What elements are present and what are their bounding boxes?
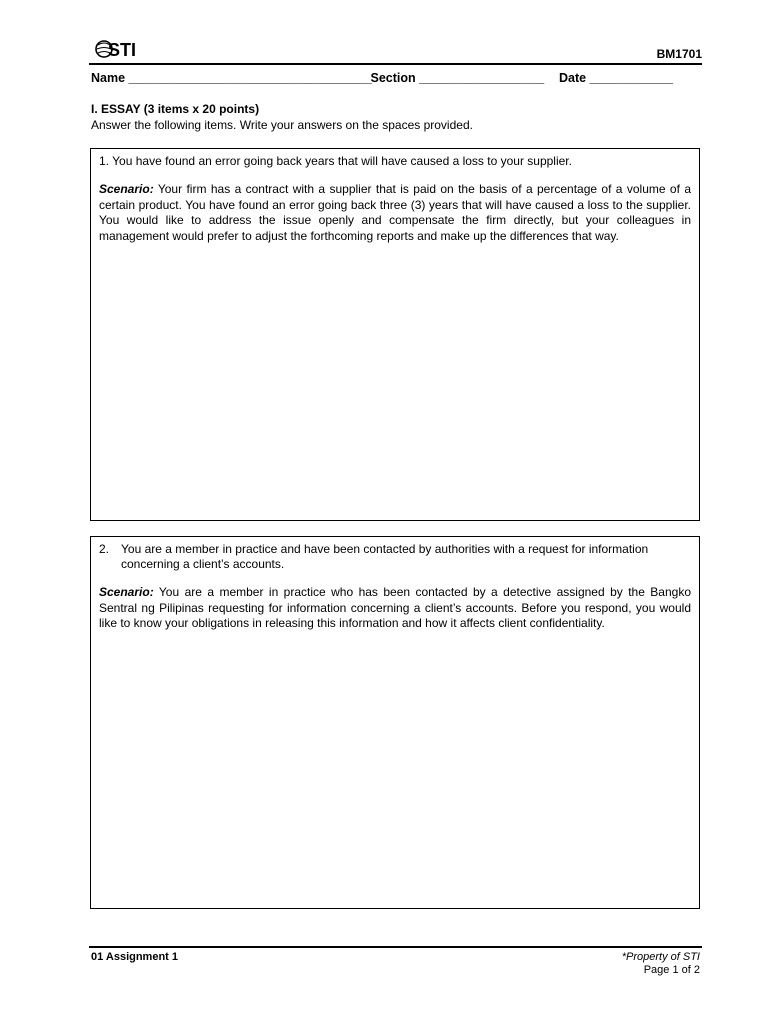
- question-1-scenario-label: Scenario:: [99, 182, 154, 196]
- page-number: Page 1 of 2: [643, 964, 700, 976]
- property-notice: *Property of STI: [621, 951, 700, 963]
- footer-divider: [89, 946, 702, 948]
- assignment-label: 01 Assignment 1: [91, 951, 179, 963]
- question-2-scenario-label: Scenario:: [99, 585, 154, 599]
- question-2-number: 2.: [99, 542, 110, 556]
- date-field[interactable]: Date ____________: [558, 71, 673, 85]
- name-field[interactable]: Name ___________________________________: [91, 71, 372, 85]
- question-1-number: 1.: [99, 154, 110, 168]
- question-2-scenario: [99, 585, 691, 632]
- question-1-scenario-text: Your firm has a contract with a supplier that is paid on the basis of a percentage of a volume of a certain product. You have found an error going back three (3) years that will have caused a loss to the supplier. You would like to address the issue openly and compensate the firm directly, but your colleagues in management would prefer to adjust the forthcoming reports and make up the differences that way.: [99, 182, 691, 243]
- instructions: Answer the following items. Write your answers on the spaces provided.: [91, 118, 473, 132]
- footer-right: [622, 951, 700, 977]
- question-1-scenario: [99, 182, 691, 244]
- question-1-answer-box[interactable]: [90, 148, 700, 521]
- question-1-text: You have found an error going back years that will have caused a loss to your supplier.: [112, 154, 572, 168]
- question-1-prompt: [99, 154, 572, 168]
- sti-logo: [95, 37, 143, 61]
- header-divider: [89, 63, 702, 65]
- section-title: I. ESSAY (3 items x 20 points): [91, 102, 260, 116]
- student-info-line: [91, 71, 701, 85]
- question-2-answer-box[interactable]: [90, 536, 700, 909]
- svg-text:STI: STI: [108, 40, 137, 60]
- question-2-text: You are a member in practice and have been contacted by authorities with a request for information concerning a client’s accounts.: [121, 542, 649, 571]
- section-field[interactable]: Section __________________: [370, 71, 545, 85]
- question-2-scenario-text: You are a member in practice who has been contacted by a detective assigned by the Bangko Sentral ng Pilipinas requesting for information concerning a client’s accounts. Before you respond, you would like to know your obligations in releasing this information and how it affects client confidentiality.: [99, 585, 691, 630]
- document-code: BM1701: [656, 47, 702, 61]
